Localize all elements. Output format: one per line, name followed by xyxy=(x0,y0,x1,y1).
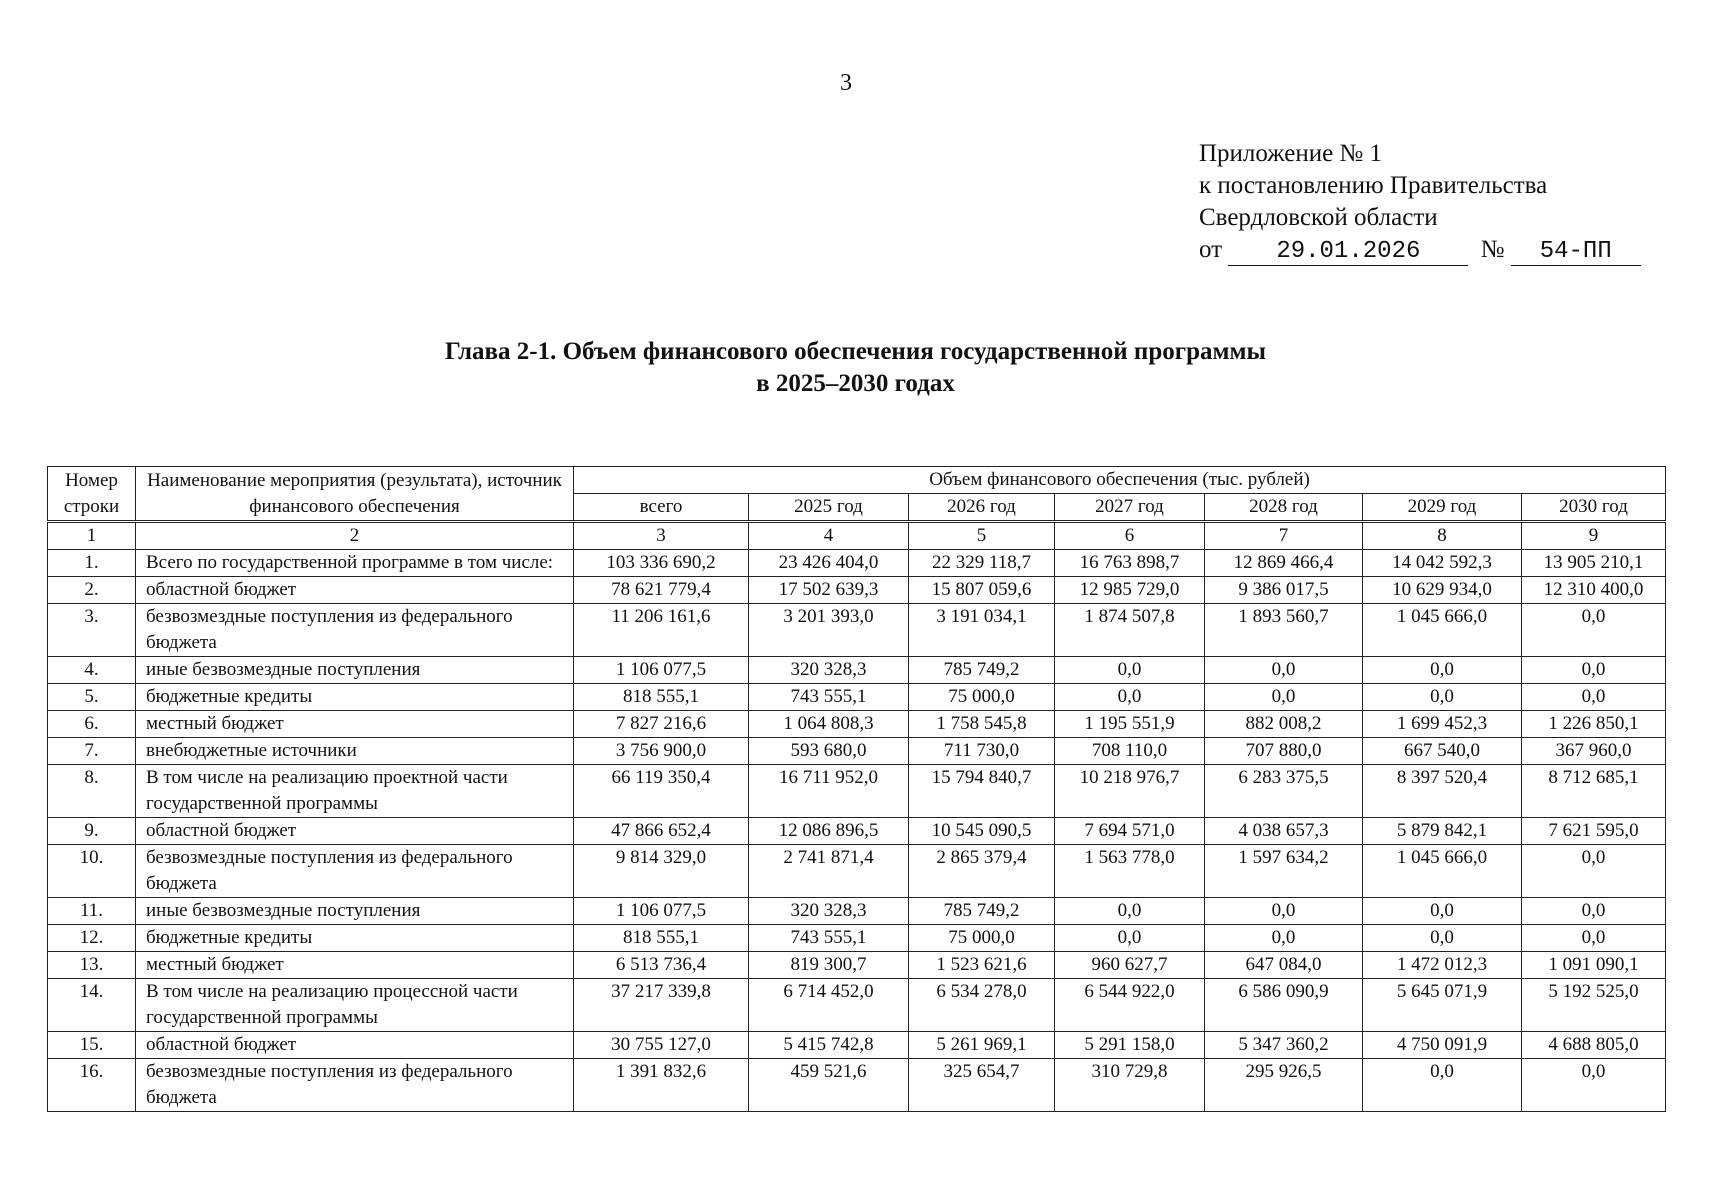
year-value-cell: 0,0 xyxy=(1522,925,1666,952)
table-row xyxy=(48,845,1666,898)
year-value-cell: 0,0 xyxy=(1205,898,1363,925)
year-value-cell: 819 300,7 xyxy=(749,952,909,979)
year-value-cell: 8 397 520,4 xyxy=(1363,765,1522,818)
year-value-cell: 1 226 850,1 xyxy=(1522,711,1666,738)
row-number-cell: 9. xyxy=(48,818,136,845)
year-value-cell: 1 195 551,9 xyxy=(1055,711,1205,738)
year-value-cell: 743 555,1 xyxy=(749,925,909,952)
year-value-cell: 6 283 375,5 xyxy=(1205,765,1363,818)
table-row xyxy=(48,657,1666,684)
row-number-cell: 3. xyxy=(48,604,136,657)
year-value-cell: 1 699 452,3 xyxy=(1363,711,1522,738)
column-number: 8 xyxy=(1363,522,1522,550)
year-value-cell: 6 714 452,0 xyxy=(749,979,909,1032)
year-value-cell: 1 597 634,2 xyxy=(1205,845,1363,898)
year-value-cell: 1 874 507,8 xyxy=(1055,604,1205,657)
total-value-cell: 78 621 779,4 xyxy=(574,577,749,604)
year-value-cell: 23 426 404,0 xyxy=(749,550,909,577)
row-name-cell: В том числе на реализацию процессной части государственной программы xyxy=(136,979,574,1032)
total-value-cell: 37 217 339,8 xyxy=(574,979,749,1032)
header-2028: 2028 год xyxy=(1205,494,1363,522)
row-name-cell: внебюджетные источники xyxy=(136,738,574,765)
year-value-cell: 320 328,3 xyxy=(749,898,909,925)
appendix-block xyxy=(1199,138,1641,266)
row-name-cell: бюджетные кредиты xyxy=(136,684,574,711)
year-value-cell: 6 544 922,0 xyxy=(1055,979,1205,1032)
year-value-cell: 0,0 xyxy=(1363,898,1522,925)
year-value-cell: 711 730,0 xyxy=(909,738,1055,765)
chapter-title xyxy=(0,336,1711,400)
year-value-cell: 0,0 xyxy=(1055,925,1205,952)
row-name-cell: бюджетные кредиты xyxy=(136,925,574,952)
year-value-cell: 882 008,2 xyxy=(1205,711,1363,738)
year-value-cell: 14 042 592,3 xyxy=(1363,550,1522,577)
year-value-cell: 12 869 466,4 xyxy=(1205,550,1363,577)
year-value-cell: 743 555,1 xyxy=(749,684,909,711)
total-value-cell: 1 106 077,5 xyxy=(574,657,749,684)
total-value-cell: 818 555,1 xyxy=(574,684,749,711)
row-number-cell: 13. xyxy=(48,952,136,979)
row-name-cell: областной бюджет xyxy=(136,1032,574,1059)
row-name-cell: Всего по государственной программе в том числе: xyxy=(136,550,574,577)
year-value-cell: 16 763 898,7 xyxy=(1055,550,1205,577)
year-value-cell: 1 472 012,3 xyxy=(1363,952,1522,979)
row-name-cell: местный бюджет xyxy=(136,711,574,738)
total-value-cell: 7 827 216,6 xyxy=(574,711,749,738)
total-value-cell: 30 755 127,0 xyxy=(574,1032,749,1059)
total-value-cell: 103 336 690,2 xyxy=(574,550,749,577)
year-value-cell: 6 586 090,9 xyxy=(1205,979,1363,1032)
row-name-cell: безвозмездные поступления из федерального бюджета xyxy=(136,845,574,898)
year-value-cell: 10 629 934,0 xyxy=(1363,577,1522,604)
row-number-cell: 8. xyxy=(48,765,136,818)
year-value-cell: 0,0 xyxy=(1055,898,1205,925)
year-value-cell: 5 879 842,1 xyxy=(1363,818,1522,845)
year-value-cell: 1 758 545,8 xyxy=(909,711,1055,738)
financing-table xyxy=(47,466,1666,1112)
year-value-cell: 12 086 896,5 xyxy=(749,818,909,845)
year-value-cell: 1 045 666,0 xyxy=(1363,604,1522,657)
year-value-cell: 2 741 871,4 xyxy=(749,845,909,898)
column-number: 2 xyxy=(136,522,574,550)
table-row xyxy=(48,604,1666,657)
table-row xyxy=(48,818,1666,845)
table-row xyxy=(48,550,1666,577)
row-number-cell: 16. xyxy=(48,1059,136,1112)
year-value-cell: 320 328,3 xyxy=(749,657,909,684)
row-number-cell: 6. xyxy=(48,711,136,738)
from-label: от xyxy=(1199,236,1223,263)
year-value-cell: 5 192 525,0 xyxy=(1522,979,1666,1032)
year-value-cell: 5 645 071,9 xyxy=(1363,979,1522,1032)
row-number-cell: 14. xyxy=(48,979,136,1032)
header-2025: 2025 год xyxy=(749,494,909,522)
header-total: всего xyxy=(574,494,749,522)
column-number: 4 xyxy=(749,522,909,550)
year-value-cell: 15 807 059,6 xyxy=(909,577,1055,604)
year-value-cell: 9 386 017,5 xyxy=(1205,577,1363,604)
year-value-cell: 13 905 210,1 xyxy=(1522,550,1666,577)
column-numbers-row xyxy=(48,522,1666,550)
year-value-cell: 5 347 360,2 xyxy=(1205,1032,1363,1059)
total-value-cell: 11 206 161,6 xyxy=(574,604,749,657)
total-value-cell: 47 866 652,4 xyxy=(574,818,749,845)
year-value-cell: 5 261 969,1 xyxy=(909,1032,1055,1059)
table-row xyxy=(48,979,1666,1032)
year-value-cell: 0,0 xyxy=(1522,898,1666,925)
total-value-cell: 3 756 900,0 xyxy=(574,738,749,765)
row-name-cell: областной бюджет xyxy=(136,577,574,604)
year-value-cell: 0,0 xyxy=(1363,1059,1522,1112)
year-value-cell: 0,0 xyxy=(1522,684,1666,711)
year-value-cell: 0,0 xyxy=(1363,684,1522,711)
table-row xyxy=(48,898,1666,925)
year-value-cell: 7 694 571,0 xyxy=(1055,818,1205,845)
year-value-cell: 0,0 xyxy=(1522,657,1666,684)
header-2026: 2026 год xyxy=(909,494,1055,522)
year-value-cell: 12 310 400,0 xyxy=(1522,577,1666,604)
year-value-cell: 2 865 379,4 xyxy=(909,845,1055,898)
row-name-cell: безвозмездные поступления из федерального бюджета xyxy=(136,604,574,657)
row-number-cell: 1. xyxy=(48,550,136,577)
row-number-cell: 12. xyxy=(48,925,136,952)
year-value-cell: 0,0 xyxy=(1205,925,1363,952)
table-row xyxy=(48,577,1666,604)
column-number: 6 xyxy=(1055,522,1205,550)
year-value-cell: 367 960,0 xyxy=(1522,738,1666,765)
column-number: 1 xyxy=(48,522,136,550)
year-value-cell: 75 000,0 xyxy=(909,684,1055,711)
year-value-cell: 17 502 639,3 xyxy=(749,577,909,604)
row-number-cell: 11. xyxy=(48,898,136,925)
column-number: 7 xyxy=(1205,522,1363,550)
year-value-cell: 1 045 666,0 xyxy=(1363,845,1522,898)
year-value-cell: 7 621 595,0 xyxy=(1522,818,1666,845)
year-value-cell: 3 201 393,0 xyxy=(749,604,909,657)
total-value-cell: 1 106 077,5 xyxy=(574,898,749,925)
year-value-cell: 0,0 xyxy=(1363,657,1522,684)
year-value-cell: 295 926,5 xyxy=(1205,1059,1363,1112)
row-name-cell: иные безвозмездные поступления xyxy=(136,898,574,925)
chapter-title-line-2: в 2025–2030 годах xyxy=(756,370,955,397)
year-value-cell: 4 688 805,0 xyxy=(1522,1032,1666,1059)
year-value-cell: 75 000,0 xyxy=(909,925,1055,952)
year-value-cell: 667 540,0 xyxy=(1363,738,1522,765)
year-value-cell: 785 749,2 xyxy=(909,657,1055,684)
year-value-cell: 22 329 118,7 xyxy=(909,550,1055,577)
year-value-cell: 6 534 278,0 xyxy=(909,979,1055,1032)
appendix-line-3: Свердловской области xyxy=(1199,204,1438,231)
year-value-cell: 1 523 621,6 xyxy=(909,952,1055,979)
number-label: № xyxy=(1480,236,1505,263)
column-number: 9 xyxy=(1522,522,1666,550)
page-number: 3 xyxy=(840,70,852,96)
row-number-cell: 15. xyxy=(48,1032,136,1059)
table-row xyxy=(48,952,1666,979)
decree-date: 29.01.2026 xyxy=(1228,239,1468,266)
total-value-cell: 818 555,1 xyxy=(574,925,749,952)
year-value-cell: 0,0 xyxy=(1522,604,1666,657)
year-value-cell: 16 711 952,0 xyxy=(749,765,909,818)
year-value-cell: 1 091 090,1 xyxy=(1522,952,1666,979)
year-value-cell: 4 750 091,9 xyxy=(1363,1032,1522,1059)
year-value-cell: 15 794 840,7 xyxy=(909,765,1055,818)
year-value-cell: 0,0 xyxy=(1055,657,1205,684)
year-value-cell: 0,0 xyxy=(1205,684,1363,711)
year-value-cell: 459 521,6 xyxy=(749,1059,909,1112)
column-number: 5 xyxy=(909,522,1055,550)
year-value-cell: 310 729,8 xyxy=(1055,1059,1205,1112)
header-2030: 2030 год xyxy=(1522,494,1666,522)
appendix-line-2: к постановлению Правительства xyxy=(1199,172,1548,199)
year-value-cell: 8 712 685,1 xyxy=(1522,765,1666,818)
row-name-cell: областной бюджет xyxy=(136,818,574,845)
year-value-cell: 5 291 158,0 xyxy=(1055,1032,1205,1059)
year-value-cell: 3 191 034,1 xyxy=(909,604,1055,657)
year-value-cell: 0,0 xyxy=(1522,1059,1666,1112)
year-value-cell: 10 545 090,5 xyxy=(909,818,1055,845)
year-value-cell: 0,0 xyxy=(1363,925,1522,952)
row-number-cell: 10. xyxy=(48,845,136,898)
year-value-cell: 708 110,0 xyxy=(1055,738,1205,765)
year-value-cell: 0,0 xyxy=(1055,684,1205,711)
total-value-cell: 66 119 350,4 xyxy=(574,765,749,818)
year-value-cell: 960 627,7 xyxy=(1055,952,1205,979)
table-row xyxy=(48,765,1666,818)
appendix-date-line xyxy=(1199,234,1641,266)
table-row xyxy=(48,925,1666,952)
row-name-cell: местный бюджет xyxy=(136,952,574,979)
header-2027: 2027 год xyxy=(1055,494,1205,522)
year-value-cell: 10 218 976,7 xyxy=(1055,765,1205,818)
row-number-cell: 2. xyxy=(48,577,136,604)
year-value-cell: 1 064 808,3 xyxy=(749,711,909,738)
row-name-cell: безвозмездные поступления из федерального бюджета xyxy=(136,1059,574,1112)
year-value-cell: 1 893 560,7 xyxy=(1205,604,1363,657)
year-value-cell: 0,0 xyxy=(1205,657,1363,684)
header-volume: Объем финансового обеспечения (тыс. рублей) xyxy=(574,467,1666,494)
table-body xyxy=(48,550,1666,1112)
row-number-cell: 5. xyxy=(48,684,136,711)
year-value-cell: 5 415 742,8 xyxy=(749,1032,909,1059)
table-row xyxy=(48,1032,1666,1059)
year-value-cell: 325 654,7 xyxy=(909,1059,1055,1112)
chapter-title-line-1: Глава 2-1. Объем финансового обеспечения государственной программы xyxy=(444,338,1267,365)
year-value-cell: 1 563 778,0 xyxy=(1055,845,1205,898)
row-number-cell: 7. xyxy=(48,738,136,765)
year-value-cell: 12 985 729,0 xyxy=(1055,577,1205,604)
total-value-cell: 6 513 736,4 xyxy=(574,952,749,979)
row-name-cell: В том числе на реализацию проектной части государственной программы xyxy=(136,765,574,818)
total-value-cell: 1 391 832,6 xyxy=(574,1059,749,1112)
year-value-cell: 647 084,0 xyxy=(1205,952,1363,979)
year-value-cell: 0,0 xyxy=(1522,845,1666,898)
table-row xyxy=(48,738,1666,765)
year-value-cell: 785 749,2 xyxy=(909,898,1055,925)
table-row xyxy=(48,1059,1666,1112)
year-value-cell: 4 038 657,3 xyxy=(1205,818,1363,845)
row-name-cell: иные безвозмездные поступления xyxy=(136,657,574,684)
year-value-cell: 593 680,0 xyxy=(749,738,909,765)
year-value-cell: 707 880,0 xyxy=(1205,738,1363,765)
column-number: 3 xyxy=(574,522,749,550)
header-row-number: Номер строки xyxy=(48,467,136,522)
decree-number: 54-ПП xyxy=(1511,239,1641,266)
table-row xyxy=(48,711,1666,738)
row-number-cell: 4. xyxy=(48,657,136,684)
header-name: Наименование мероприятия (результата), источник финансового обеспечения xyxy=(136,467,574,522)
total-value-cell: 9 814 329,0 xyxy=(574,845,749,898)
table-row xyxy=(48,684,1666,711)
header-2029: 2029 год xyxy=(1363,494,1522,522)
appendix-line-1: Приложение № 1 xyxy=(1199,140,1383,167)
